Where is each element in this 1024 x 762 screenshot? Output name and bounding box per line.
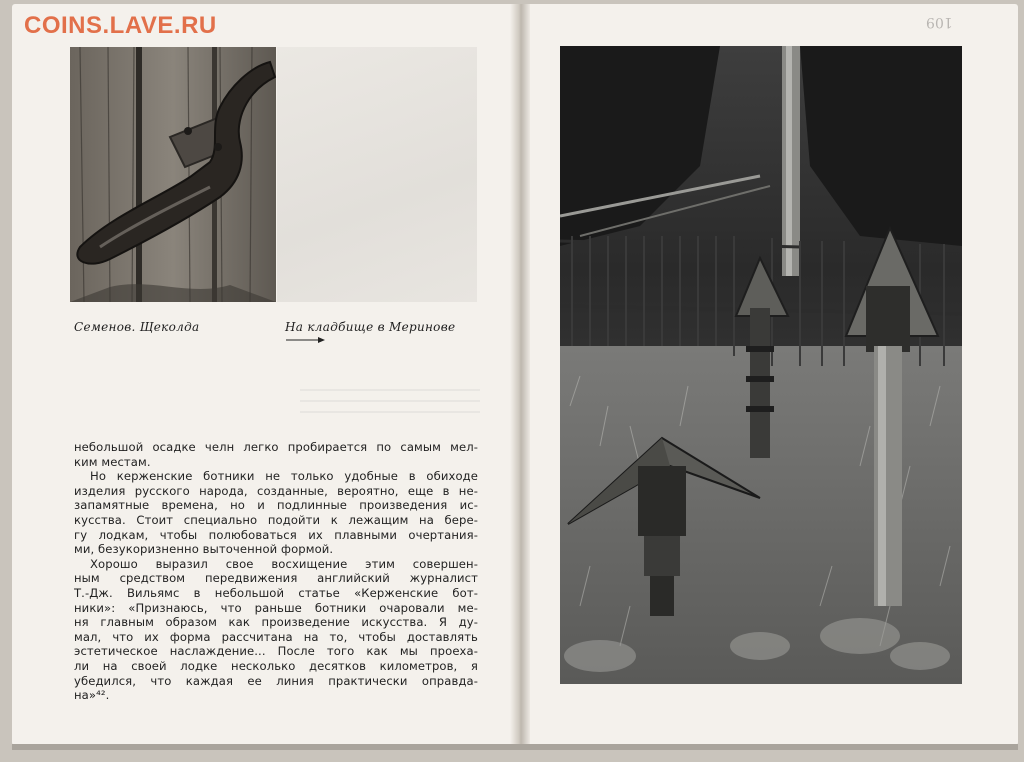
- body-line: на»⁴².: [74, 688, 110, 703]
- latch-photo: [70, 47, 276, 302]
- body-text: [74, 440, 478, 703]
- cemetery-photo-image: [560, 46, 962, 684]
- page-edge: [12, 744, 1018, 750]
- body-line: ня главным образом как произведение искусства. Я ду-: [74, 615, 478, 630]
- body-line: ким местам.: [74, 454, 151, 469]
- show-through-text: [300, 380, 480, 420]
- body-line: ники»: «Признаюсь, что раньше ботники очаровали ме-: [74, 600, 478, 615]
- site-watermark: COINS.LAVE.RU: [24, 12, 217, 39]
- body-line: изделия русского народа, созданные, вероятно, еще в не-: [74, 483, 478, 498]
- body-line: ми, безукоризненно выточенной формой.: [74, 542, 334, 557]
- caption-cemetery: На кладбище в Меринове: [285, 320, 456, 334]
- body-line: Т.-Дж. Вильямс в небольшой статье «Керженские бот-: [74, 585, 478, 600]
- body-line: эстетическое наслаждение... После того как мы проеха-: [74, 644, 478, 659]
- body-line: гу лодкам, чтобы полюбоваться их плавными очертания-: [74, 527, 478, 542]
- latch-photo-image: [70, 47, 276, 302]
- body-line: ли на своей лодке несколько десятков километров, я: [74, 658, 478, 673]
- right-arrow-icon: [286, 336, 326, 344]
- body-line: Но керженские ботники не только удобные в обиходе: [90, 469, 478, 484]
- body-line: ным средством передвижения английский журналист: [74, 571, 478, 586]
- body-line: небольшой осадке челн легко пробирается по самым мел-: [74, 440, 478, 454]
- book-gutter: [510, 4, 530, 748]
- caption-latch: Семенов. Щеколда: [74, 320, 200, 334]
- body-line: убедился, что каждая ее линия практически оправда-: [74, 673, 478, 688]
- body-line: кусства. Стоит специально подойти к лежащим на бере-: [74, 512, 478, 527]
- body-line: Хорошо выразил свое восхищение этим совершен-: [90, 556, 478, 571]
- body-line: мал, что их форма рассчитана на то, чтобы доставлять: [74, 629, 478, 644]
- page-number: 109: [926, 14, 953, 30]
- cemetery-photo: [560, 46, 962, 684]
- show-through-image: [277, 47, 477, 302]
- body-line: запамятные времена, но и подлинные произведения ис-: [74, 498, 478, 513]
